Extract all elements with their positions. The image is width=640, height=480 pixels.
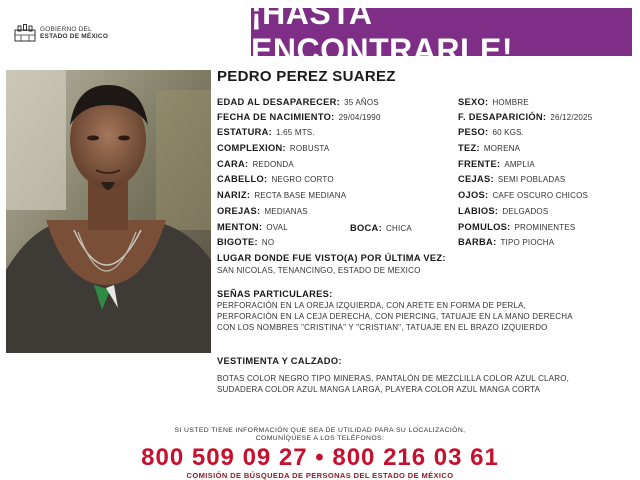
field-bigote xyxy=(217,236,274,249)
field-value: ROBUSTA xyxy=(289,144,330,153)
field-value: NO xyxy=(261,238,275,247)
field-label: OREJAS: xyxy=(217,206,261,216)
field-value: SEMI POBLADAS xyxy=(497,175,566,184)
field-menton xyxy=(217,221,288,234)
field-tez xyxy=(458,142,520,155)
vestimenta-text xyxy=(217,373,569,395)
field-label: F. DESAPARICIÓN: xyxy=(458,112,547,122)
search-banner: ¡HASTA ENCONTRARLE! xyxy=(251,8,632,56)
field-value: MEDIANAS xyxy=(264,207,308,216)
field-label: BOCA: xyxy=(350,223,382,233)
senas-line: PERFORACIÓN EN LA OREJA IZQUIERDA, CON ARETE EN FORMA DE PERLA, xyxy=(217,301,527,310)
field-label: BIGOTE: xyxy=(217,237,258,247)
vestimenta-title: VESTIMENTA Y CALZADO: xyxy=(217,356,342,366)
field-value: 1.65 MTS. xyxy=(276,128,315,137)
field-label: ESTATURA: xyxy=(217,127,273,137)
field-value: NEGRO CORTO xyxy=(271,175,334,184)
field-label: POMULOS: xyxy=(458,222,511,232)
field-label: OJOS: xyxy=(458,190,489,200)
senas-line: CON LOS NOMBRES "CRISTINA" Y "CRISTIAN", TATUAJE EN EL BRAZO IZQUIERDO xyxy=(217,323,548,332)
field-edad xyxy=(217,96,379,109)
field-value: CAFE OSCURO CHICOS xyxy=(492,191,589,200)
senas-text xyxy=(217,300,573,333)
vestimenta-line: BOTAS COLOR NEGRO TIPO MINERAS, PANTALÓN DE MEZCLILLA COLOR AZUL CLARO, xyxy=(217,374,570,383)
senas-line: PERFORACIÓN EN LA CEJA DERECHA, CON PIERCING, TATUAJE EN LA MANO DERECHA xyxy=(217,312,573,321)
field-fecha-desaparicion xyxy=(458,111,592,124)
government-logo xyxy=(14,24,108,42)
senas-title: SEÑAS PARTICULARES: xyxy=(217,289,333,299)
field-label: LABIOS: xyxy=(458,206,499,216)
field-ojos xyxy=(458,189,588,202)
lugar-title: LUGAR DONDE FUE VISTO(A) POR ÚLTIMA VEZ: xyxy=(217,253,446,263)
field-cabello xyxy=(217,173,334,186)
field-label: FECHA DE NACIMIENTO: xyxy=(217,112,335,122)
field-estatura xyxy=(217,126,315,139)
lugar-text: SAN NICOLAS, TENANCINGO, ESTADO DE MEXICO xyxy=(217,266,421,275)
coat-of-arms-icon xyxy=(14,24,36,42)
commission-footer: COMISIÓN DE BÚSQUEDA DE PERSONAS DEL ESTADO DE MÉXICO xyxy=(186,471,454,480)
contact-info-line: COMUNÍQUESE A LOS TELÉFONOS: xyxy=(255,435,385,442)
field-label: EDAD AL DESAPARECER: xyxy=(217,97,341,107)
person-photo xyxy=(6,70,211,353)
field-value: DELGADOS xyxy=(502,207,549,216)
field-value: TIPO PIOCHA xyxy=(500,238,555,247)
field-value: REDONDA xyxy=(252,160,294,169)
header xyxy=(0,0,640,68)
field-value: RECTA BASE MEDIANA xyxy=(254,191,347,200)
field-value: OVAL xyxy=(266,223,288,232)
field-pomulos xyxy=(458,221,575,234)
field-label: TEZ: xyxy=(458,143,480,153)
field-sexo xyxy=(458,96,529,109)
field-label: CARA: xyxy=(217,159,249,169)
field-value: 29/04/1990 xyxy=(338,113,381,122)
field-label: PESO: xyxy=(458,127,489,137)
contact-info xyxy=(0,427,640,443)
person-name: PEDRO PEREZ SUAREZ xyxy=(217,68,396,85)
field-label: SEXO: xyxy=(458,97,489,107)
field-value: MORENA xyxy=(483,144,521,153)
field-boca xyxy=(350,222,412,235)
field-value: HOMBRE xyxy=(492,98,529,107)
field-label: NARIZ: xyxy=(217,190,251,200)
contact-info-line: SI USTED TIENE INFORMACIÓN QUE SEA DE UTILIDAD PARA SU LOCALIZACIÓN, xyxy=(174,427,466,434)
vestimenta-line: SUDADERA COLOR AZUL MANGA LARGA, PLAYERA COLOR AZUL MANGA CORTA xyxy=(217,385,541,394)
field-label: CABELLO: xyxy=(217,174,268,184)
field-value: 26/12/2025 xyxy=(550,113,593,122)
field-label: BARBA: xyxy=(458,237,497,247)
logo-line-1: GOBIERNO DEL xyxy=(40,26,92,33)
field-value: 60 KGS. xyxy=(492,128,525,137)
logo-text xyxy=(40,26,108,40)
field-complexion xyxy=(217,142,329,155)
field-value: CHICA xyxy=(385,224,412,233)
field-nariz xyxy=(217,189,346,202)
field-orejas xyxy=(217,205,308,218)
field-value: PROMINENTES xyxy=(514,223,576,232)
field-barba xyxy=(458,236,554,249)
field-value: AMPLIA xyxy=(504,160,535,169)
field-fecha-nacimiento xyxy=(217,111,381,124)
field-label: MENTON: xyxy=(217,222,263,232)
field-value: 35 AÑOS xyxy=(344,98,379,107)
field-cara xyxy=(217,158,294,171)
field-label: CEJAS: xyxy=(458,174,494,184)
field-cejas xyxy=(458,173,565,186)
field-labios xyxy=(458,205,548,218)
logo-line-2: ESTADO DE MÉXICO xyxy=(40,33,109,40)
phone-numbers: 800 509 09 27 • 800 216 03 61 xyxy=(141,444,499,471)
field-label: FRENTE: xyxy=(458,159,501,169)
field-peso xyxy=(458,126,524,139)
field-label: COMPLEXION: xyxy=(217,143,286,153)
person-photo-image xyxy=(6,70,211,353)
field-frente xyxy=(458,158,535,171)
